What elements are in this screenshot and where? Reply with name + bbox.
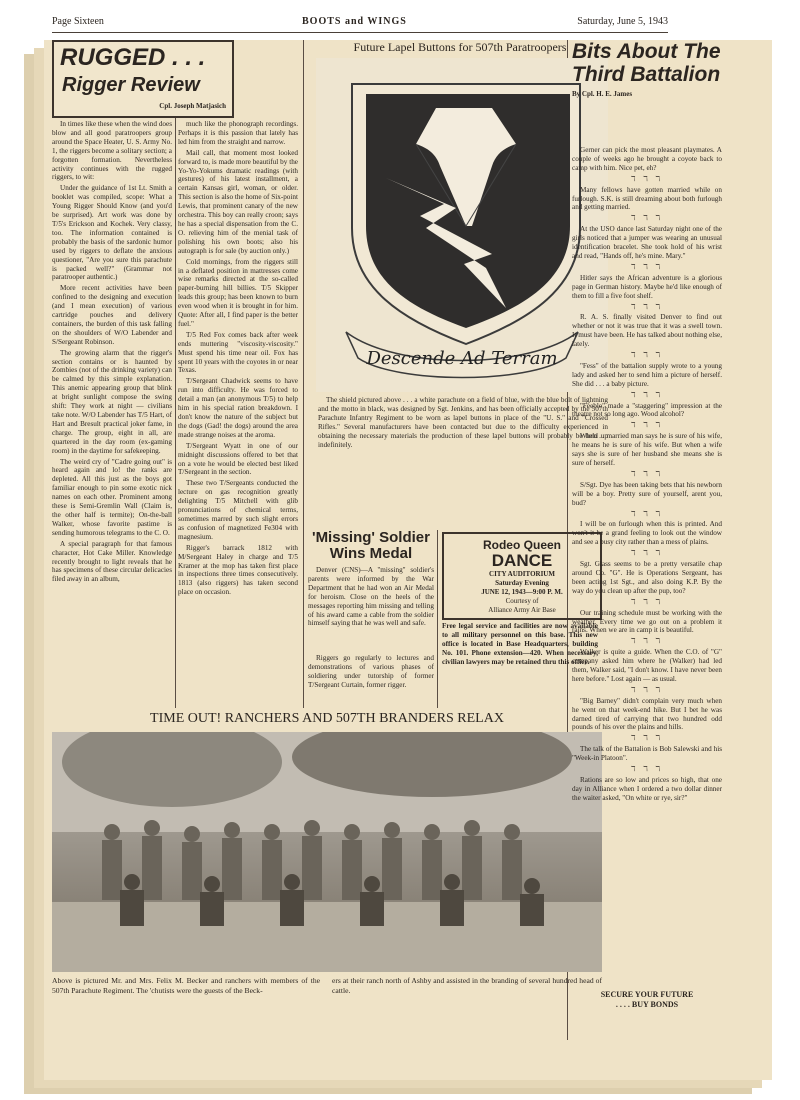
dance-line-5: JUNE 12, 1943—9:00 P. M.	[481, 588, 563, 596]
group-photo-illustration	[52, 732, 602, 972]
column-rule	[175, 118, 176, 708]
separator-marks: ℸ ℸ ℸ	[630, 734, 664, 743]
paragraph: Rations are so low and prices so high, that one day in Alliance when I ordered a two dollar dinner the waiter asked, "On white or rye, sir?"	[572, 776, 722, 802]
paragraph: The growing alarm that the rigger's section contains or is haunted by Zombies (not of the drinking variety) can be calmed by this simple explanation. This anemic appearing group that blink at bright sunlight compose the swing shift: They work at night — civilians take note. W/O Labender has T/5 Hart, of Hart and Bresult practical joker fame, in charge. The group, eight in all, are quartered in the day room (ex-gaming room) in the daytime for safekeeping.	[52, 348, 172, 455]
paragraph: These two T/Sergeants conducted the lecture on gas recognition greatly delighting T/5 Mitchell with glib pronunciations of chemical terms, sometimes marred by such slight errors as confusion of magnetized Fe304 with magnesium.	[178, 479, 298, 541]
paragraph: T/Sergeant Wyatt in one of our midnight discussions offered to bet that on a vote he would be elected best liked T/Sergeant in the section.	[178, 441, 298, 477]
headline-line-1: RUGGED . . .	[60, 44, 206, 71]
paragraph: S/Sgt. Dye has been taking bets that his newborn will be a boy. Pretty sure of yourself, arent you, bud?	[572, 480, 722, 507]
missing-headline: 'Missing' Soldier Wins Medal	[312, 529, 430, 562]
rigger-byline: Cpl. Joseph Matjasich	[159, 102, 226, 110]
battalion-column	[572, 146, 722, 984]
separator-marks: ℸ ℸ ℸ	[630, 214, 664, 223]
paragraph: Cold mornings, from the riggers still in a deflated position in mattresses come wise remarks directed at the so-called paper-burning hill billies. T/5 Skipper leads this group; has been known to burn even wood when it is brought in for him. Quote: After all, I find paper is the better fuel."	[178, 257, 298, 328]
battalion-headline-block	[572, 40, 722, 98]
ranchers-group-photo	[52, 732, 602, 972]
dance-line-1: Rodeo Queen	[482, 538, 561, 552]
dance-line-3: CITY AUDITORIUM	[489, 570, 555, 578]
shield-description-text: The shield pictured above . . . a white parachute on a field of blue, with the blue bolt of lightning and the motto in black, was designed by Sgt. Jenkins, and has been officially accepted by the 507th Parachute Infantry Regiment to be worn as lapel buttons in place of the "U. S." and "Crossed Rifles." Several manufacturers have been contacted but due to the difficulty experienced in obtaining the necessary materials the production of these lapel buttons will probably be held up indefinitely.	[318, 396, 608, 449]
shield-description	[318, 396, 608, 522]
separator-marks: ℸ ℸ ℸ	[630, 262, 664, 271]
rigger-review-headline	[52, 40, 234, 118]
paragraph: Gerner can pick the most pleasant playmates. A couple of weeks ago he brought a coyote back to camp with him. Nice pet, eh?	[572, 146, 722, 172]
missing-soldier-article	[308, 530, 434, 700]
paragraph: Our training schedule must be working with the weather. Every time we go out on a problem it rains. When we are in camp it is beautiful.	[572, 608, 722, 635]
legal-text: Free legal service and facilities are now available to all military personnel on this base. This new office is located in Base Headquarters, building No. 101. Phone extension—420. When necessary, civilian lawyers may be retained thru this office.	[442, 622, 598, 666]
issue-date: Saturday, June 5, 1943	[577, 16, 668, 27]
column-rule	[437, 530, 438, 708]
paragraph: Under the guidance of 1st Lt. Smith a booklet was compiled, scope: What a Young Rigger Should Know (and you'd be surprised). Art work was done by T/5's Erickson and Kochek. Very classy, too. The information contained is probably the basis of the sardonic humor used by riggers to deflate the anxious questioner, "Are you sure this parachute is packed well?" (Grammar not paratrooper authentic.)	[52, 184, 172, 282]
separator-marks: ℸ ℸ ℸ	[630, 637, 664, 646]
separator-marks: ℸ ℸ ℸ	[630, 765, 664, 774]
paragraph: When ... married man says he is sure of his wife, he means he is sure of his wife. But when a wife says she is sure of her husband she means she is sure of herself.	[572, 432, 722, 467]
paragraph: Hitler says the African adventure is a glorious page in German history. Maybe he'd like enough of them to fill a five foot shelf.	[572, 273, 722, 300]
battalion-headline: Bits About The Third Battalion	[572, 40, 721, 86]
rigger-column-1	[52, 120, 172, 708]
bonds-line-1: SECURE YOUR FUTURE	[600, 990, 694, 999]
shield-motto: Descende Ad Terram	[366, 348, 558, 369]
rigger-column-2	[178, 120, 298, 708]
riggers-note	[308, 654, 434, 700]
paragraph: Mail call, that moment most looked forward to, is made more beautiful by the Yo-Yo-Yokums dramatic readings (with gestures) of his latest installment, a certain Kansas girl, woman, or older. This section is also the home of Six-point Lewis, that prominent canary of the new orchestra. This boy can really croon; says he has a special dispensation from the C. O. relieving him of the menial task of polishing his own boots; also his autograph is for sale (by auction only.)	[178, 148, 298, 255]
paragraph: R. A. S. finally visited Denver to find out whether or not it was true that it was a swell town. It must have been. He has talked about nothing else, lately.	[572, 313, 722, 349]
bonds-line-2: . . . . BUY BONDS	[615, 1000, 679, 1009]
paragraph: T/Sergeant Chadwick seems to have run into difficulty. He was forced to detail a man (an anonymous T/5) to help him in his special ration breakdown. I don't know the nature of the subject but the dogs (Gad! the dogs) around the area made strange noises at the aroma.	[178, 377, 298, 439]
lapel-headline: Future Lapel Buttons for 507th Paratroopers	[353, 40, 567, 54]
paragraph: At the USO dance last Saturday night one of the girls noticed that a jumper was wearing an unusual identification bracelet. She took hold of his wrist and read, "Hands off, he's mine. Mary."	[572, 225, 722, 260]
dance-line-2: DANCE	[491, 551, 553, 570]
riggers-text: Riggers go regularly to lectures and demonstrations of various phases of soldiering under tutorship of former T/Sergeant Curtain, former rigger.	[308, 654, 434, 689]
paragraph: Sgt. Glass seems to be a pretty versatile chap around Co. "G". He is Operations Sergeant, has been acting 1st Sgt., and also doing K.P. By the way do you clean up after the pup, too?	[572, 560, 722, 595]
paragraph: "Fess" of the battalion supply wrote to a young lady and asked her to send him a picture of herself. She did . . . a baby picture.	[572, 361, 722, 388]
battalion-byline: By Cpl. H. E. James	[572, 90, 633, 98]
column-rule	[303, 40, 304, 708]
separator-marks: ℸ ℸ ℸ	[630, 469, 664, 478]
separator-marks: ℸ ℸ ℸ	[630, 685, 664, 694]
headline-line-2: Rigger Review	[62, 74, 200, 96]
paragraph: More recent activities have been confined to the designing and execution (and I mean execution) of various cartridge pouches and delivery containers, the burden of this task falling on the shoulders of W/O Labender and S/Sergeant Robinson.	[52, 284, 172, 346]
paragraph: "Feeble" made a "staggering" impression at the theatre not so long ago. Wood alcohol?	[572, 401, 722, 419]
buy-bonds-slogan	[572, 990, 722, 1010]
separator-marks: ℸ ℸ ℸ	[630, 509, 664, 518]
separator-marks: ℸ ℸ ℸ	[630, 597, 664, 606]
shield-emblem-image	[316, 58, 608, 392]
separator-marks: ℸ ℸ ℸ	[630, 302, 664, 311]
photo-headline: TIME OUT! RANCHERS AND 507TH BRANDERS RELAX	[150, 711, 504, 726]
paragraph: Many fellows have gotten married while on furlough. S.K. is still dreaming about both furlough and getting married.	[572, 185, 722, 212]
paragraph: much like the phonograph recordings. Perhaps it is this passion that lately has led him from the straight and narrow.	[178, 120, 298, 146]
separator-marks: ℸ ℸ ℸ	[630, 351, 664, 360]
newspaper-name: BOOTS and WINGS	[302, 16, 407, 27]
paragraph: I will be on furlough when this is printed. And won't it be a grand feeling to look out the window and see a busy city rather than a mess of plains.	[572, 520, 722, 547]
paragraph: T/5 Red Fox comes back after week ends muttering "viscosity-viscosity." Must spend his time near oil. Fox has spent 10 years with the coyotes in or near Texas.	[178, 330, 298, 375]
page-header	[52, 12, 668, 33]
paragraph: A special paragraph for that famous character, Hot Cake Miller. Knowledge recently brought to light reveals that he has specimens of these circular delicacies filed away in an album,	[52, 539, 172, 584]
separator-marks: ℸ ℸ ℸ	[630, 174, 664, 183]
page-number: Page Sixteen	[52, 16, 104, 27]
paragraph: The talk of the Battalion is Bob Salewski and his "Week-in Platoon".	[572, 745, 722, 763]
separator-marks: ℸ ℸ ℸ	[630, 390, 664, 399]
missing-body	[308, 566, 434, 646]
paragraph: "Big Barney" didn't complain very much when he went on that week-end hike. But I bet he was darned tired of carrying that two hundred odd pounds of his over the plains and hills.	[572, 696, 722, 732]
dance-line-7: Alliance Army Air Base	[488, 606, 556, 614]
photo-caption-right: ers at their ranch north of Ashby and assisted in the branding of several hundred head of cattle.	[332, 976, 602, 995]
dance-line-6: Courtesy of	[505, 597, 539, 605]
photo-caption-left: Above is pictured Mr. and Mrs. Felix M. Becker and ranchers with members of the 507th Parachute Regiment. The 'chutists were the guests of the Beck-	[52, 976, 320, 995]
paragraph: In times like these when the wind does blow and all good paratroopers group around the Space Heater, U. S. Army No. 1, the riggers become a solitary section; a forgotten formation. Nevertheless activity continues with the rugged riggers, to wit:	[52, 120, 172, 182]
dance-line-4: Saturday Evening	[495, 579, 549, 587]
separator-marks: ℸ ℸ ℸ	[630, 549, 664, 558]
missing-text: Denver (CNS)—A "missing" soldier's parents were informed by the War Department that he had won an Air Medal for heroism. Close on the heels of the messages reporting him missing and telling of his award came a cable from the soldier himself saying that he was well and safe.	[308, 566, 434, 628]
paragraph: Walker is quite a guide. When the C.O. of "G" company asked him where he (Walker) had led them, Walker said, "I don't know. I have never been here before." Lost again — as usual.	[572, 648, 722, 683]
paragraph: The weird cry of "Cadre going out" is heard again and lo! the ranks are depleted. All this just as the boys got familiar enough to pin some exotic nick names on each other. Prominent among these is Semi-Gremlin Wall (Claim is, the other half is termite); On-the-ball Walker, whose favorite pastime is sending humorous telegrams to the C. O.	[52, 457, 172, 537]
separator-marks: ℸ ℸ ℸ	[630, 421, 664, 430]
paragraph: Rigger's barrack 1812 with M/Sergeant Haley in charge and T/5 Kramer at the mop has taken first place in inspections three times consecutively. 1813 (also riggers) has taken second place on occasion.	[178, 543, 298, 597]
